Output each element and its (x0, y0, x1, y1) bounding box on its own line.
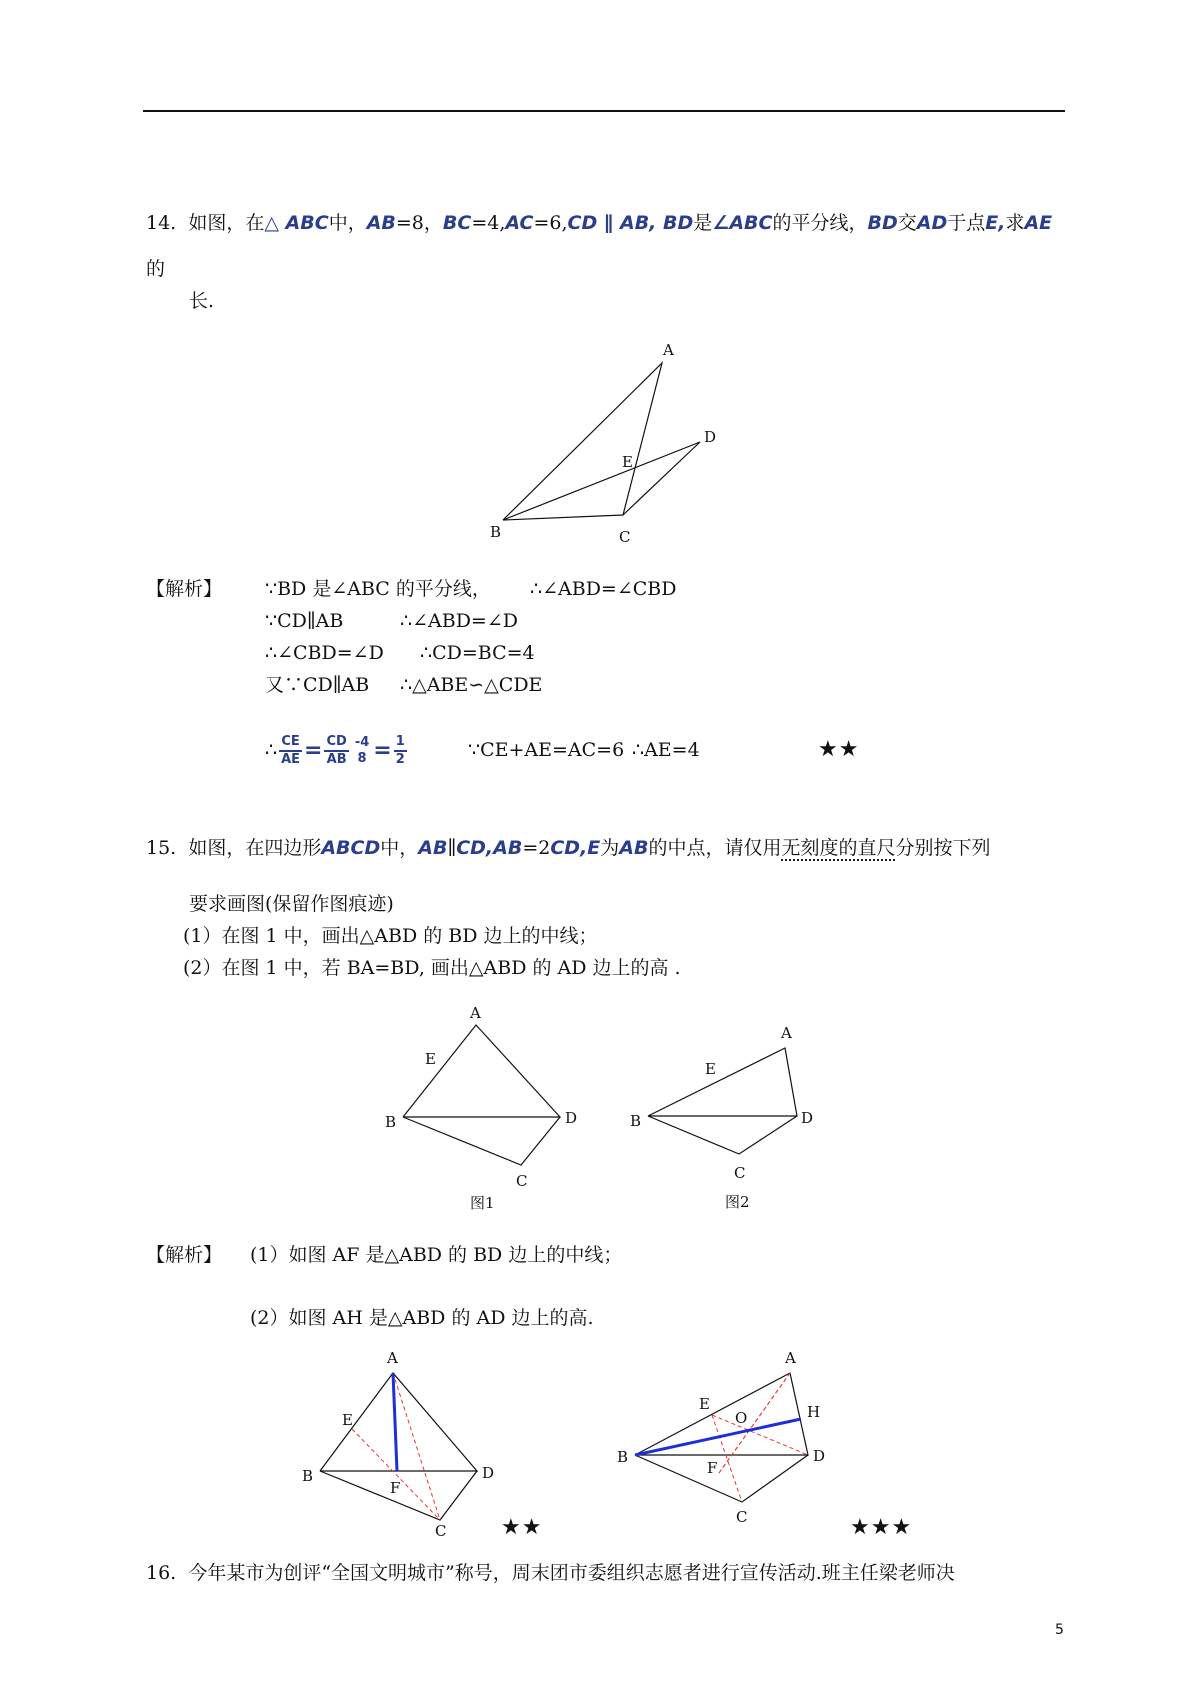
solution-14-ratio: ∴ $\frac{CE}{AE}$ = $\frac{CD}{AB}$ -4 8 = $\frac{1}{2}$ (265, 734, 405, 767)
solution-14-step3a: ∴∠CBD=∠D (265, 642, 384, 664)
solution-14-step1b: ∴∠ABD=∠CBD (530, 578, 677, 600)
fraction-ce-ae: $\frac{CE}{AE}$ (281, 734, 301, 767)
figure-14-label-E: E (622, 453, 633, 471)
figure-15-2-label-A: A (781, 1024, 792, 1042)
solution-15-answer-2: (2）如图 AH 是△ABD 的 AD 边上的高. (250, 1307, 594, 1329)
figure-15-1-label-D: D (565, 1109, 578, 1127)
figure-15-1-label-B: B (385, 1113, 397, 1131)
figure-15-1-lines (403, 1025, 560, 1165)
figure-15-1-label-A: A (470, 1004, 481, 1022)
figure-15-solution-2-label-H: H (807, 1403, 821, 1421)
problem-14-line3: 长. (189, 290, 215, 312)
figure-15-solution-2-altitude-bh (635, 1419, 801, 1455)
figure-15-1 (380, 1000, 590, 1215)
figure-15-solution-1-label-C: C (435, 1522, 447, 1540)
solution-15-answer-1: (1）如图 AF 是△ABD 的 BD 边上的中线； (250, 1244, 623, 1266)
problem-14-line2: 的 (146, 258, 166, 280)
solution-14-step3b: ∴CD=BC=4 (420, 642, 535, 664)
figure-15-2-label-B: B (630, 1112, 642, 1130)
figure-15-solution-2-label-A: A (785, 1349, 796, 1367)
figure-15-solution-1-label-E: E (342, 1411, 353, 1429)
figure-15-solution-2-label-F: F (707, 1459, 718, 1477)
figure-14-label-B: B (490, 523, 502, 541)
solution-14-step2b: ∴∠ABD=∠D (400, 610, 518, 632)
figure-15-solution-1 (290, 1345, 510, 1540)
solution-14-step2a: ∵CD∥AB (265, 610, 344, 632)
figure-15-solution-2 (605, 1345, 845, 1530)
figure-15-solution-1-label-B: B (302, 1467, 314, 1485)
solution-14-step1a: ∵BD 是∠ABC 的平分线， (265, 578, 491, 600)
figure-15-solution-2-label-D: D (813, 1447, 826, 1465)
problem-14-statement: 14. 如图，在△ ABC中，AB=8，BC=4,AC=6,CD ∥ AB, BD是∠ABC的平分线，BD交AD于点E,求AE (146, 212, 1053, 234)
figure-15-1-label-E: E (425, 1050, 436, 1068)
solution-14-answer: ∴AE=4 (632, 739, 700, 761)
problem-15-line2: 要求画图(保留作图痕迹) (189, 893, 394, 915)
figure-15-solution-1-lines (320, 1373, 477, 1520)
figure-15-solution-2-label-O: O (735, 1409, 748, 1427)
difficulty-stars-15a: ★★ (501, 1515, 543, 1540)
figure-14-lines (503, 363, 700, 520)
problem-15-question-1: (1）在图 1 中，画出△ABD 的 BD 边上的中线； (183, 925, 598, 947)
figure-15-2-label-D: D (801, 1109, 814, 1127)
figure-15-1-label-C: C (516, 1172, 528, 1190)
figure-15-solution-2-label-C: C (736, 1508, 748, 1526)
fraction-4-8: -4 8 (354, 735, 370, 766)
difficulty-stars-15b: ★★★ (850, 1515, 913, 1540)
figure-14 (480, 335, 740, 550)
figure-15-solution-1-label-A: A (387, 1349, 398, 1367)
figure-15-solution-1-label-D: D (482, 1464, 495, 1482)
figure-15-solution-2-label-B: B (617, 1448, 629, 1466)
problem-15-question-2: (2）在图 1 中，若 BA=BD, 画出△ABD 的 AD 边上的高 . (183, 957, 681, 979)
figure-15-2-lines (648, 1048, 797, 1154)
solution-14-step4b: ∴△ABE∽△CDE (400, 674, 543, 696)
fraction-cd-ab: $\frac{CD}{AB}$ (326, 734, 347, 767)
figure-15-2 (625, 1020, 835, 1215)
figure-15-2-label-E: E (705, 1060, 716, 1078)
figure-15-1-caption: 图1 (470, 1194, 495, 1212)
solution-15-tag: 【解析】 (146, 1244, 223, 1266)
solution-14-tag: 【解析】 (146, 578, 223, 600)
problem-15-statement: 15. 如图，在四边形ABCD中，AB∥CD,AB=2CD,E为AB的中点，请仅用无刻度的直尺分别按下列 (146, 837, 991, 859)
figure-14-label-A: A (663, 341, 674, 359)
figure-15-2-caption: 图2 (725, 1193, 750, 1211)
problem-16-statement: 16. 今年某市为创评“全国文明城市”称号，周末团市委组织志愿者进行宣传活动.班主任梁老师决 (146, 1562, 955, 1584)
figure-15-solution-2-label-E: E (699, 1395, 710, 1413)
solution-14-sum: ∵CE+AE=AC=6 (468, 739, 625, 761)
figure-15-2-label-C: C (734, 1164, 746, 1182)
fraction-1-2: $\frac{1}{2}$ (395, 734, 405, 767)
figure-15-solution-1-dashed-ac (393, 1373, 440, 1520)
header-rule (143, 110, 1065, 112)
figure-15-solution-1-median-af (393, 1373, 397, 1471)
difficulty-stars-14: ★★ (818, 737, 860, 762)
figure-14-label-D: D (704, 428, 717, 446)
figure-14-label-C: C (619, 528, 631, 546)
page-number: 5 (1055, 1622, 1064, 1638)
solution-14-step4a: 又∵CD∥AB (265, 674, 370, 696)
figure-15-solution-1-label-F: F (390, 1479, 401, 1497)
